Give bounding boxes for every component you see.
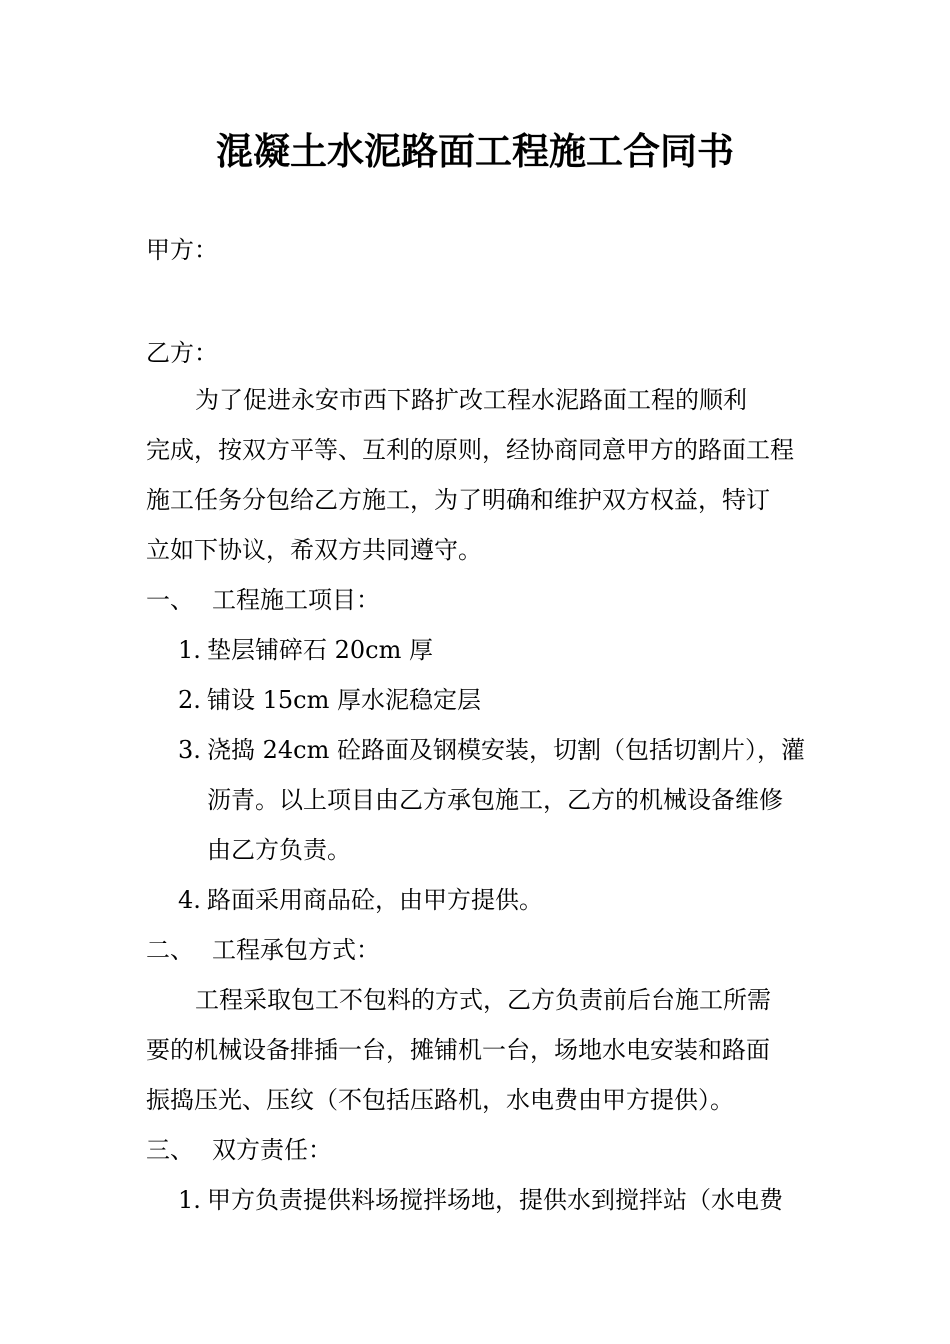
section-2-line-2: 要的机械设备排插一台，摊铺机一台，场地水电安装和路面	[146, 1036, 770, 1064]
list-item-text: 铺设 15cm 厚水泥稳定层	[207, 686, 481, 714]
section-2-heading	[146, 933, 380, 967]
section-1-heading	[146, 583, 380, 617]
intro-line-3: 施工任务分包给乙方施工，为了明确和维护双方权益，特订	[146, 486, 770, 514]
section-3-title: 双方责任：	[212, 1136, 332, 1164]
list-item-number: 1.	[178, 1186, 201, 1214]
list-item-number: 2.	[178, 686, 201, 714]
list-item-continuation: 由乙方负责。	[207, 836, 351, 864]
party-a-label: 甲方：	[146, 236, 218, 264]
list-item-continuation: 沥青。以上项目由乙方承包施工，乙方的机械设备维修	[207, 786, 783, 814]
list-item	[178, 683, 481, 717]
section-2-line-3: 振捣压光、压纹（不包括压路机，水电费由甲方提供）。	[146, 1086, 734, 1114]
section-2-line-1: 工程采取包工不包料的方式，乙方负责前后台施工所需	[195, 986, 771, 1014]
document-title: 混凝土水泥路面工程施工合同书	[216, 129, 734, 173]
list-item	[178, 633, 433, 667]
section-3-number: 三、	[146, 1136, 194, 1164]
list-item-number: 4.	[178, 886, 201, 914]
list-item	[178, 883, 543, 917]
intro-line-4: 立如下协议，希双方共同遵守。	[146, 536, 482, 564]
party-b-label: 乙方：	[146, 339, 218, 367]
list-item	[178, 1183, 783, 1217]
intro-line-1: 为了促进永安市西下路扩改工程水泥路面工程的顺利	[195, 386, 747, 414]
list-item-text: 甲方负责提供料场搅拌场地，提供水到搅拌站（水电费	[207, 1186, 783, 1214]
section-3-heading	[146, 1133, 332, 1167]
intro-line-2: 完成，按双方平等、互利的原则，经协商同意甲方的路面工程	[146, 436, 794, 464]
section-2-title: 工程承包方式：	[212, 936, 380, 964]
list-item-text: 路面采用商品砼，由甲方提供。	[207, 886, 543, 914]
section-1-number: 一、	[146, 586, 194, 614]
list-item-number: 1.	[178, 636, 201, 664]
list-item-number: 3.	[178, 736, 201, 764]
section-1-title: 工程施工项目：	[212, 586, 380, 614]
list-item	[178, 733, 805, 767]
section-2-number: 二、	[146, 936, 194, 964]
list-item-text: 浇捣 24cm 砼路面及钢模安装，切割（包括切割片），灌	[207, 736, 805, 764]
list-item-text: 垫层铺碎石 20cm 厚	[207, 636, 433, 664]
